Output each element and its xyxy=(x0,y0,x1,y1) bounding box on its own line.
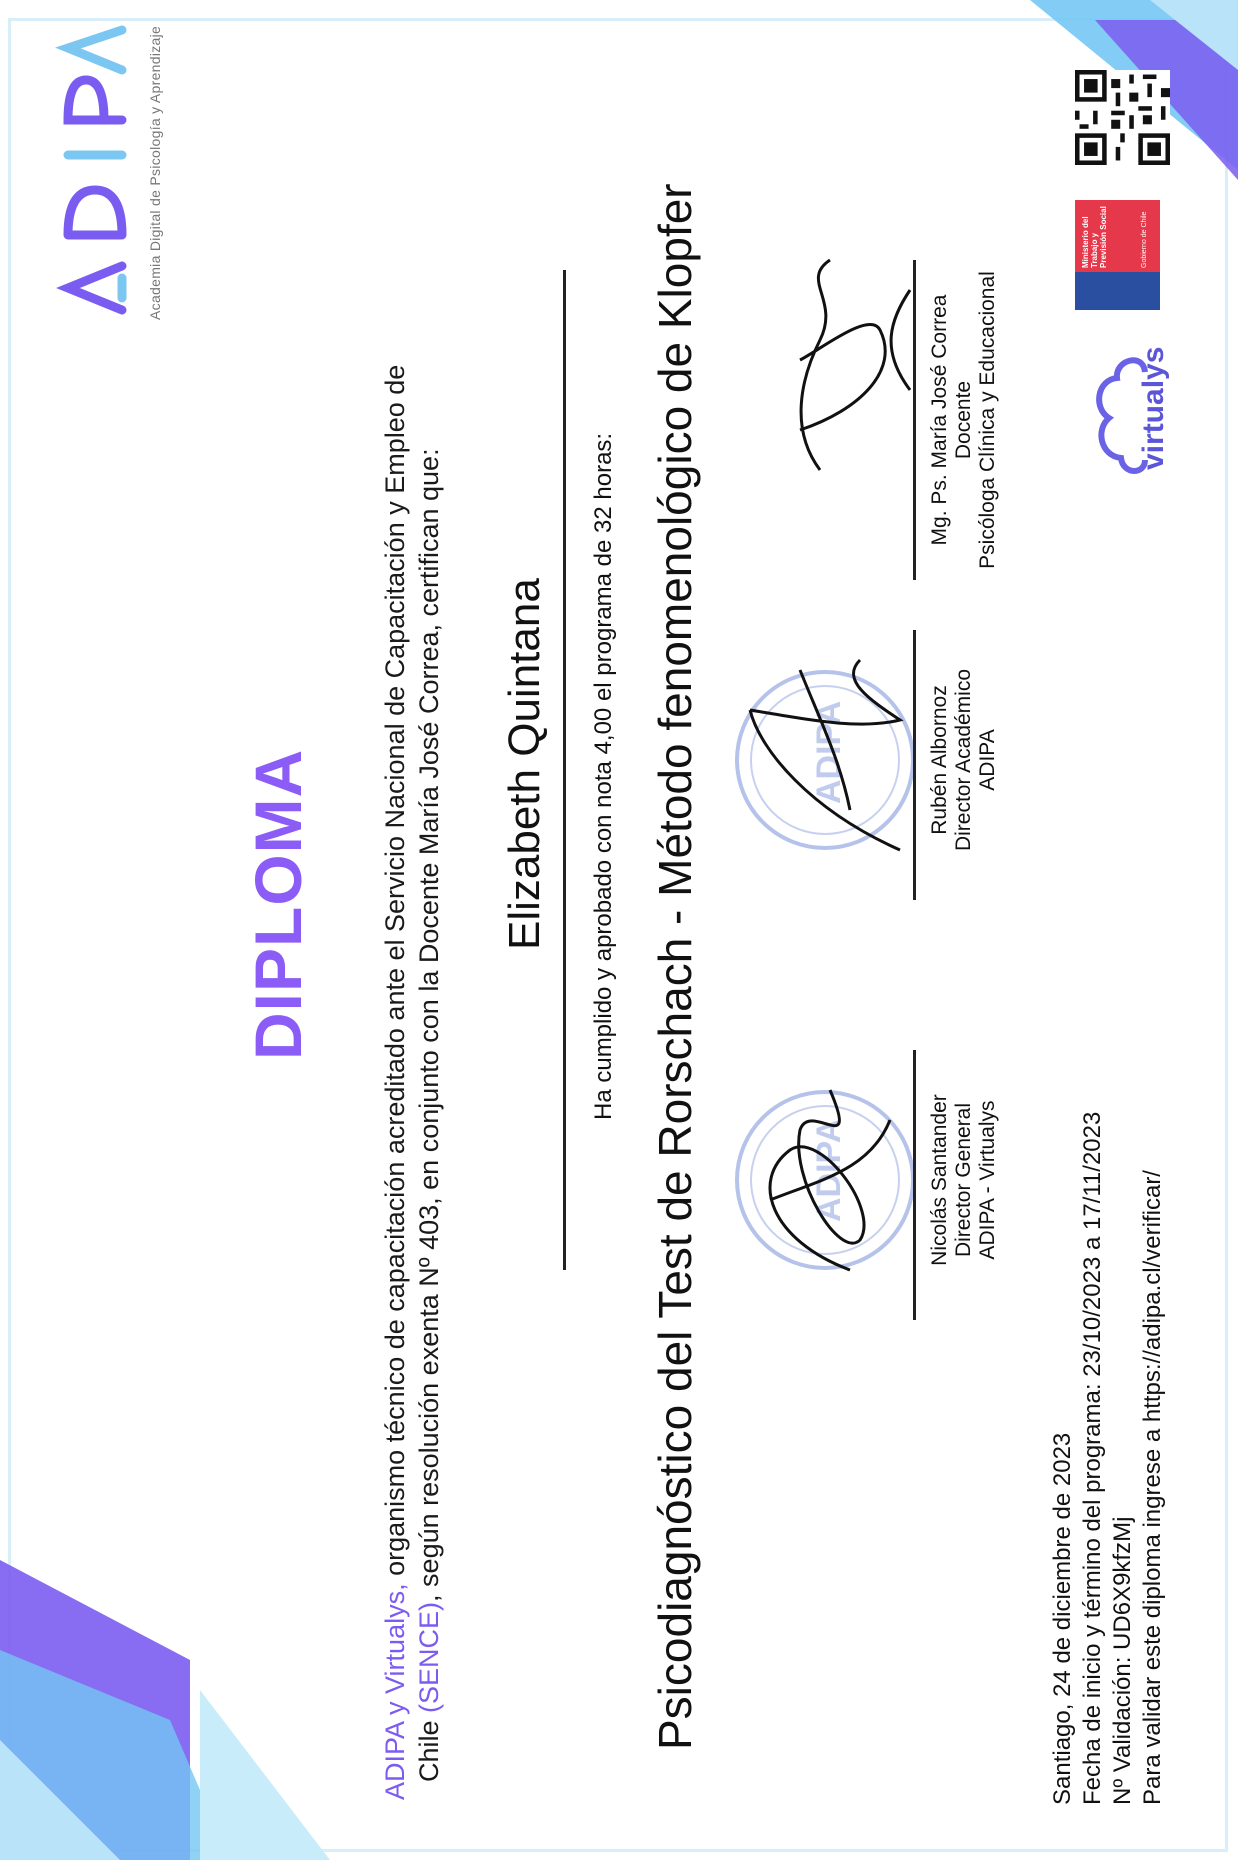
signatory-2-org: ADIPA xyxy=(976,729,999,791)
footer-dates: Fecha de inicio y término del programa: 23/10/2023 a 17/11/2023 xyxy=(1079,1111,1106,1805)
footer-info xyxy=(1048,905,1168,1805)
intro-text-2b: , según resolución exenta Nº 403, en conjunto con la Docente María José Correa, certifican que: xyxy=(414,448,444,1602)
ministry-blue-block xyxy=(1075,272,1160,310)
signatory-3-role: Docente xyxy=(952,380,975,460)
signatory-1-name: Nicolás Santander xyxy=(928,1094,951,1266)
signatory-3-org: Psicóloga Clínica y Educacional xyxy=(976,271,999,569)
signatory-2-role: Director Académico xyxy=(952,668,975,852)
intro-line-1 xyxy=(378,100,412,1800)
signature-line-3 xyxy=(913,260,916,580)
footer-validation: Nº Validación: UD6X9kfzMj xyxy=(1109,1516,1136,1805)
qr-code-icon xyxy=(1075,70,1170,165)
diploma-title: DIPLOMA xyxy=(241,748,315,1060)
signatory-3 xyxy=(928,230,1000,610)
signatory-1 xyxy=(928,1020,1000,1340)
qr-code xyxy=(1075,70,1170,165)
signature-line-1 xyxy=(913,1050,916,1320)
signature-line-2 xyxy=(913,630,916,900)
recipient-underline xyxy=(563,270,566,1270)
intro-paragraph xyxy=(378,100,446,1800)
intro-text-2a: Chile xyxy=(414,1712,444,1782)
cloud-icon xyxy=(1085,320,1170,480)
svg-text:ADIPA: ADIPA xyxy=(810,1118,848,1222)
completion-text: Ha cumplido y aprobado con nota 4,00 el programa de 32 horas: xyxy=(590,432,617,1120)
virtualys-logo xyxy=(1085,320,1170,480)
signature-1 xyxy=(730,1050,930,1300)
logo-subtitle: Academia Digital de Psicología y Aprendizaje xyxy=(147,25,163,320)
ministry-logo xyxy=(1075,200,1160,310)
intro-line-2 xyxy=(412,100,446,1800)
adipa-wordmark-icon xyxy=(60,30,130,320)
gobierno-label: Gobierno de Chile xyxy=(1141,211,1148,268)
footer-verify: Para validar este diploma ingrese a https://adipa.cl/verificar/ xyxy=(1139,1170,1166,1805)
signatory-2 xyxy=(928,600,1000,920)
signatory-1-role: Director General xyxy=(952,1102,975,1258)
sence-label: (SENCE) xyxy=(414,1601,444,1713)
adipa-logo xyxy=(60,20,180,320)
svg-text:ADIPA: ADIPA xyxy=(810,700,848,804)
signatory-1-org: ADIPA - Virtualys xyxy=(976,1100,999,1260)
signatory-2-name: Rubén Albornoz xyxy=(928,685,951,835)
signatory-3-name: Mg. Ps. María José Correa xyxy=(928,294,951,546)
recipient-name: Elizabeth Quintana xyxy=(500,578,549,950)
intro-accent: ADIPA y Virtualys, xyxy=(380,1583,410,1800)
virtualys-wordmark: virtualys xyxy=(1137,346,1170,470)
intro-text-1: organismo técnico de capacitación acreditado ante el Servicio Nacional de Capacitación y Empleo de xyxy=(380,364,410,1584)
ministry-name: Ministerio del Trabajo y Previsión Social xyxy=(1081,206,1108,268)
footer-date: Santiago, 24 de diciembre de 2023 xyxy=(1049,1432,1076,1805)
program-title: Psicodiagnóstico del Test de Rorschach - Método fenomenológico de Klopfer xyxy=(649,183,701,1750)
signature-2 xyxy=(730,620,930,870)
